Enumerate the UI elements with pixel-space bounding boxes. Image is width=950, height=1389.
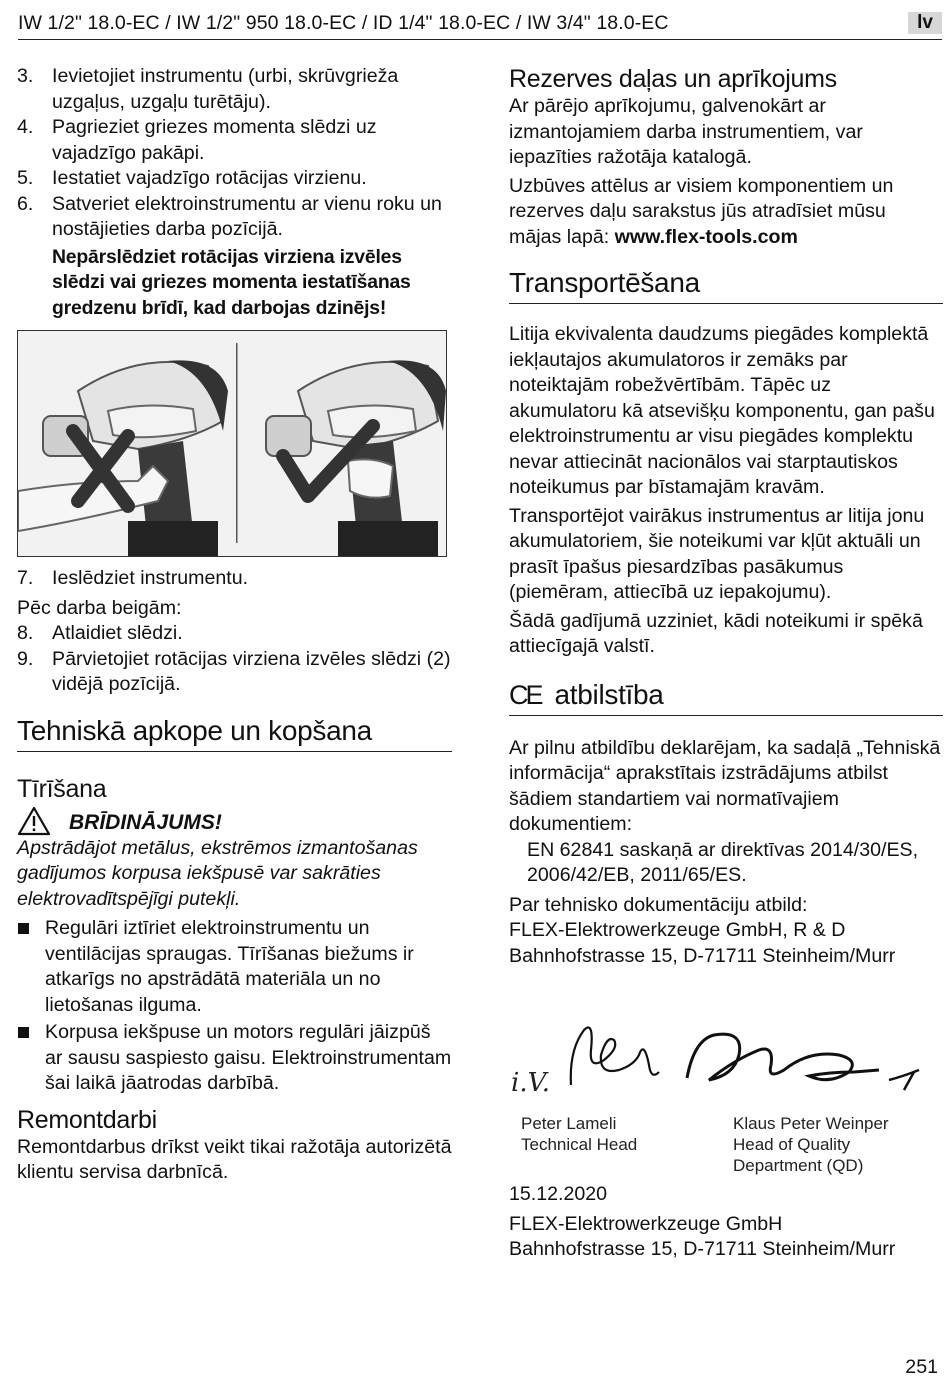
step-9: 9. Pārvietojiet rotācijas virziena izvēles slēdzi (2) vidējā pozīcijā. bbox=[17, 647, 451, 695]
website-link[interactable]: www.flex-tools.com bbox=[614, 225, 798, 248]
transport-heading: Transportēšana bbox=[509, 266, 943, 304]
step-4: 4. Pagrieziet griezes momenta slēdzi uz vajadzīgo pakāpi. bbox=[17, 116, 377, 164]
signer-2-role-1: Head of Quality bbox=[733, 1135, 851, 1154]
warning-text: Apstrādājot metālus, ekstrēmos izmantošanas gadījumos korpusa iekšpusē var sakrāties elektrovadītspējīgi putekļi. bbox=[17, 836, 418, 910]
footer-address-1: FLEX-Elektrowerkzeuge GmbH bbox=[509, 1212, 783, 1235]
step-7: 7. Ieslēdziet instrumentu. bbox=[17, 567, 249, 589]
step-3: 3. Ievietojiet instrumentu (urbi, skrūvgrieža uzgaļus, uzgaļu turētāju). bbox=[17, 65, 399, 113]
page-number: 251 bbox=[905, 1356, 938, 1378]
transport-paragraph-1: Litija ekvivalenta daudzums piegādes komplektā iekļautajos akumulatoros ir zemāks par noteiktajām robežvērtībām. Tāpēc uz akumulatoru kā atsevišķu komponentu, gan pašu elektroinstrumentu ar visu piegādes komplektu nevar attiecināt nacionālos vai starptautiskos noteikumus par bīstamajām kravām. bbox=[509, 323, 935, 498]
bullet-square-icon bbox=[18, 923, 29, 934]
cleaning-heading: Tīrīšana bbox=[17, 774, 107, 803]
after-work-label: Pēc darba beigām: bbox=[17, 596, 182, 619]
documentation-address-2: Bahnhofstrasse 15, D-71711 Steinheim/Murr bbox=[509, 944, 896, 967]
handwritten-signatures bbox=[509, 1010, 943, 1110]
spare-parts-paragraph-2: Uzbūves attēlus ar visiem komponentiem un rezerves daļu sarakstus jūs atradīsiet mūsu mājas lapā: www.flex-tools.com bbox=[509, 174, 894, 248]
right-column bbox=[509, 64, 943, 969]
left-column bbox=[17, 64, 452, 1186]
warning-triangle-icon bbox=[17, 806, 51, 836]
footer-block bbox=[509, 1182, 943, 1263]
conformity-paragraph: Ar pilnu atbildību deklarējam, ka sadaļā „Tehniskā informācija“ aprakstītais izstrādājums atbilst šādiem standartiem vai normatīvajiem dokumentiem: bbox=[509, 736, 941, 835]
spare-parts-paragraph-1: Ar pārējo aprīkojumu, galvenokārt ar izmantojamiem darba instrumentiem, var iepazīties ražotāja katalogā. bbox=[509, 95, 863, 168]
conformity-standards: EN 62841 saskaņā ar direktīvas 2014/30/ES, 2006/42/EB, 2011/65/ES. bbox=[527, 838, 919, 886]
impact-wrench-illustration bbox=[18, 331, 446, 556]
step-8: 8. Atlaidiet slēdzi. bbox=[17, 622, 183, 644]
step-5: 5. Iestatiet vajadzīgo rotācijas virzienu. bbox=[17, 167, 367, 189]
warning-note: Nepārslēdziet rotācijas virziena izvēles slēdzi vai griezes momenta iestatīšanas gredzenu brīdī, kad darbojas dzinējs! bbox=[52, 245, 411, 319]
usage-illustration bbox=[17, 330, 447, 557]
maintenance-heading: Tehniskā apkope un kopšana bbox=[17, 714, 452, 752]
cleaning-bullet-2: Korpusa iekšpuse un motors regulāri jāizpūš ar sausu saspiesto gaisu. Elektroinstrumentam šai laikā jāatrodas darbībā. bbox=[17, 1020, 452, 1097]
footer-address-2: Bahnhofstrasse 15, D-71711 Steinheim/Murr bbox=[509, 1238, 896, 1260]
header-title: IW 1/2" 18.0-EC / IW 1/2" 950 18.0-EC / ID 1/4" 18.0-EC / IW 3/4" 18.0-EC bbox=[18, 12, 669, 34]
declaration-date: 15.12.2020 bbox=[509, 1183, 608, 1205]
repair-heading: Remontdarbi bbox=[17, 1105, 157, 1134]
transport-paragraph-3: Šādā gadījumā uzziniet, kādi noteikumi ir spēkā attiecīgajā valstī. bbox=[509, 609, 923, 657]
documentation-label: Par tehnisko dokumentāciju atbild: bbox=[509, 893, 808, 916]
conformity-heading: CE atbilstība bbox=[509, 678, 943, 716]
ce-mark-icon: CE bbox=[509, 679, 541, 710]
signature-prefix: i.V. bbox=[511, 1068, 551, 1098]
signer-1-role: Technical Head bbox=[521, 1135, 638, 1154]
warning-title: BRĪDINĀJUMS! bbox=[17, 810, 452, 836]
transport-paragraph-2: Transportējot vairākus instrumentus ar litija jonu akumulatoriem, šie noteikumi var kļūt aktuāli un prasīt īpašus piesardzības pasākumus (piemēram, attiecībā uz iepakojumu). bbox=[509, 504, 925, 603]
signer-2-role-2: Department (QD) bbox=[733, 1156, 864, 1175]
spare-parts-heading: Rezerves daļas un aprīkojums bbox=[509, 65, 837, 93]
step-6: 6. Satveriet elektroinstrumentu ar vienu roku un nostājieties darba pozīcijā. bbox=[17, 192, 442, 240]
cleaning-bullet-1: Regulāri iztīriet elektroinstrumentu un ventilācijas spraugas. Tīrīšanas biežums ir atkarīgs no apstrādātā materiāla un no lietošanas ilguma. bbox=[17, 916, 452, 1018]
page-header bbox=[18, 12, 942, 40]
signature-block bbox=[509, 1010, 943, 1180]
bullet-square-icon bbox=[18, 1027, 29, 1038]
language-badge: lv bbox=[908, 12, 942, 34]
signer-2-name: Klaus Peter Weinper bbox=[733, 1114, 889, 1133]
repair-text: Remontdarbus drīkst veikt tikai ražotāja autorizētā klientu servisa darbnīcā. bbox=[17, 1135, 452, 1183]
documentation-address-1: FLEX-Elektrowerkzeuge GmbH, R & D bbox=[509, 919, 846, 941]
signer-1-name: Peter Lameli bbox=[521, 1114, 617, 1133]
